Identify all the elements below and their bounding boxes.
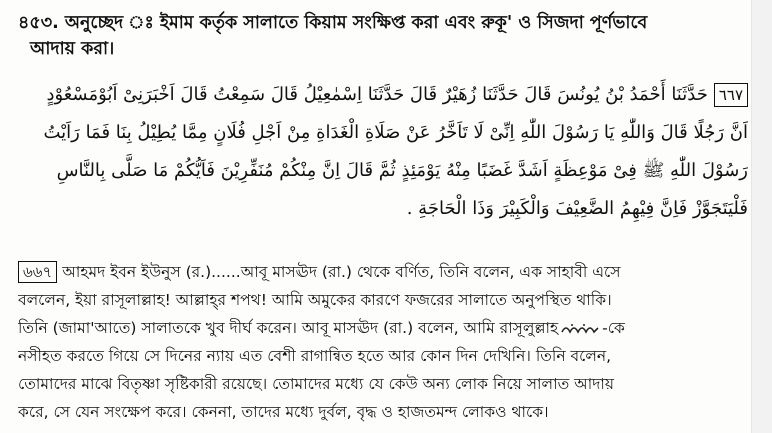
chapter-heading [18, 10, 748, 62]
arabic-hadith-number: ٦٦٧ [714, 83, 748, 107]
salawat-ligature-icon [560, 322, 600, 336]
bengali-line-3-suffix: -কে [602, 319, 625, 337]
arabic-line-4: فَلْيَتَجَوَّزْ فَاِنَّ فِيْهِمُ الضَّعِيْفَ وَالْكَبِيْرَ وَذَا الْحَاجَةِ . [406, 198, 748, 219]
bengali-line-4: নসীহত করতে গিয়ে সে দিনের ন্যায় এত বেশী রাগান্বিত হতে আর কোন দিন দেখিনি। তিনি বলেন, [18, 347, 612, 365]
heading-line-2: আদায় করা। [30, 39, 115, 59]
arabic-line-1-text: حَدَّثَنَا أَحْمَدُ بْنُ يُونُسَ قَالَ حَدَّثَنَا زُهَيْرٌ قَالَ حَدَّثَنَا اِسْمٰعِيْلُ قَالَ سَمِعْتُ قَالَ اَخْبَرَنِىْ اَبُوْمَسْعُوْدٍ [46, 84, 708, 105]
bengali-line-5: তোমাদের মাঝে বিতৃষ্ণা সৃষ্টিকারী রয়েছে। তোমাদের মধ্যে যে কেউ অন্য লোক নিয়ে সালাত আদায় [18, 375, 614, 393]
bengali-line-2: বললেন, ইয়া রাসূলাল্লাহ! আল্লাহ্‌র শপথ! আমি অমুকের কারণে ফজরের সালাতে অনুপস্থিত থাকি। [18, 291, 612, 309]
heading-line-1: ৪৫৩. অনুচ্ছেদ ঃ ইমাম কর্তৃক সালাতে কিয়াম সংক্ষিপ্ত করা এবং রুকূ' ও সিজদা পূর্ণভাবে [18, 13, 648, 33]
bengali-line-3-text: তিনি (জামা'আতে) সালাতকে খুব দীর্ঘ করেন। আবূ মাসঊদ (রা.) বলেন, আমি রাসূলুল্লাহ [18, 319, 559, 337]
bengali-line-1-text: আহমদ ইবন ইউনুস (র.)......আবূ মাসঊদ (রা.) থেকে বর্ণিত, তিনি বলেন, এক সাহাবী এসে [62, 263, 621, 281]
arabic-line-1 [18, 76, 748, 114]
bengali-line-1 [18, 258, 748, 286]
arabic-line-3: رَسُوْلَ اللّٰهِ ﷺ فِىْ مَوْعِظَةٍ اَشَدَّ غَضَبًا مِنْهُ يَوْمَئِذٍ ثُمَّ قَالَ اِنَّ مِنْكُمْ مُنَفِّرِيْنَ فَاَيُّكُمْ مَا صَلَّى بِالنَّاسِ [56, 160, 748, 181]
bengali-translation [18, 258, 748, 426]
arabic-hadith-text [18, 76, 748, 228]
bengali-hadith-number: ৬৬৭ [18, 261, 57, 283]
bengali-line-3 [18, 314, 748, 342]
bengali-line-6: করে, সে যেন সংক্ষেপ করে। কেননা, তাদের মধ্যে দুর্বল, বৃদ্ধ ও হাজতমন্দ লোকও থাকে। [18, 403, 549, 421]
page-edge-strip [751, 0, 772, 433]
arabic-line-2: اَنَّ رَجُلًا قَالَ وَاللّٰهِ يَا رَسُوْلَ اللّٰهِ اِنِّىْ لَا تَاَخَّرُ عَنْ صَلَاةِ الْغَدَاةِ مِنْ اَجْلِ فُلَانٍ مِمَّا يُطِيْلُ بِنَا فَمَا رَاَيْتُ [43, 122, 748, 143]
